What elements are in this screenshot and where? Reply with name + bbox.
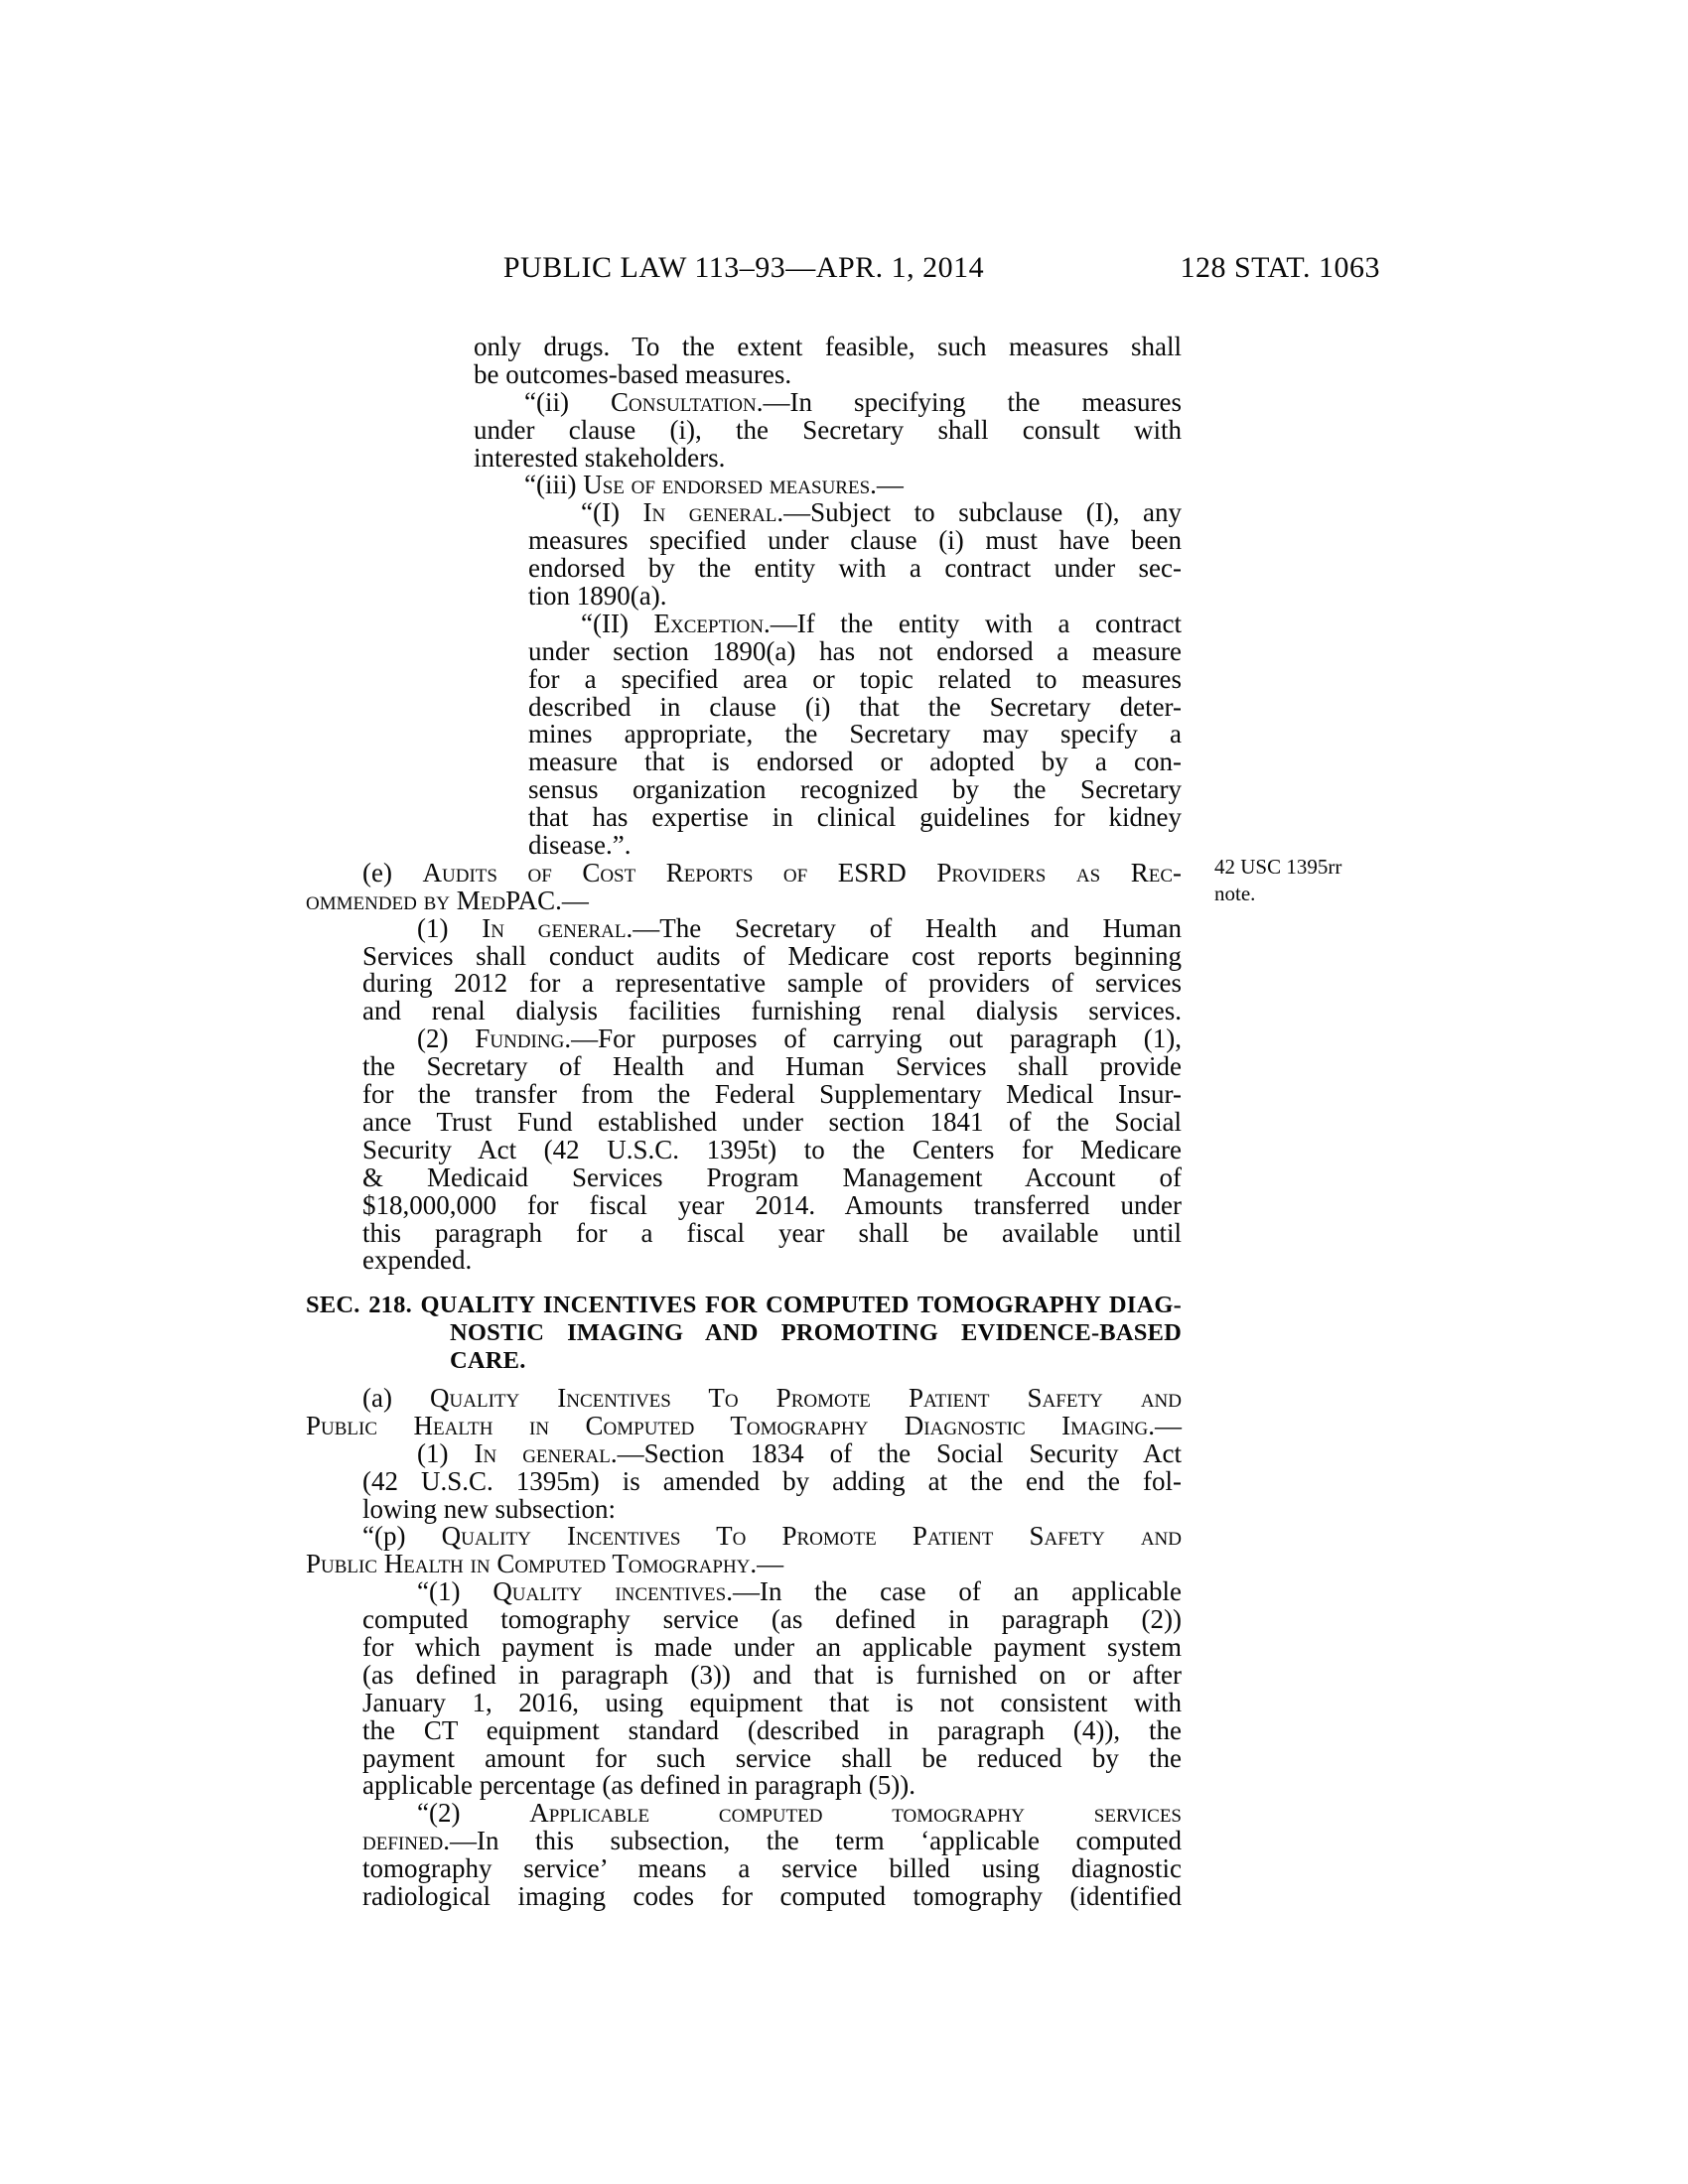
text-line (362, 1217, 1182, 1248)
plain-text: $18,000,000 for fiscal year 2014. Amounts transferred under (362, 1189, 1182, 1220)
plain-text: .—For purposes of carrying out paragraph (1), (564, 1024, 1183, 1054)
plain-text: .— (1148, 1410, 1182, 1440)
plain-text: “(II) (581, 608, 654, 638)
text-line (528, 776, 1182, 804)
plain-text: “(I) (581, 497, 643, 528)
plain-text: payment amount for such service shall be reduced by the (362, 1742, 1182, 1773)
text-line (450, 1347, 1182, 1375)
small-caps-text: In general (642, 497, 777, 528)
text-line (362, 1106, 1182, 1137)
plain-text: expended. (362, 1245, 473, 1276)
plain-text: “(2) (417, 1798, 530, 1829)
plain-text: applicable percentage (as defined in paragraph (5)). (362, 1770, 915, 1801)
text-line (362, 857, 1182, 887)
text-line (362, 1714, 1182, 1745)
text-line (362, 998, 1182, 1025)
small-caps-text: Funding (475, 1024, 565, 1054)
plain-text: “(ii) (524, 386, 612, 417)
page-header-title: PUBLIC LAW 113–93—APR. 1, 2014 (502, 251, 985, 284)
small-caps-text: Audits of Cost Reports of ESRD Providers as Rec- (422, 857, 1182, 887)
plain-text: (as defined in paragraph (3)) and that is furnished on or after (362, 1659, 1182, 1690)
text-line (362, 1523, 1182, 1551)
plain-text: .—If the entity with a contract (763, 608, 1182, 638)
text-line (362, 940, 1182, 971)
plain-text: (42 U.S.C. 1395m) is amended by adding at the end the fol- (362, 1465, 1182, 1496)
plain-text: the CT equipment standard (described in paragraph (4)), the (362, 1714, 1182, 1745)
small-caps-text: Exception (653, 608, 764, 638)
plain-text: this paragraph for a fiscal year shall be available until (362, 1217, 1182, 1248)
text-line (362, 1855, 1182, 1883)
text-line (306, 1410, 1182, 1440)
plain-text: sensus organization recognized by the Secretary (528, 774, 1182, 805)
plain-text: and renal dialysis facilities furnishing renal dialysis services. (362, 996, 1182, 1026)
small-caps-text: Public Health in Computed Tomography Diagnostic Imaging (306, 1410, 1149, 1440)
text-line (474, 414, 1182, 445)
plain-text: lowing new subsection: (362, 1493, 616, 1524)
text-line (474, 334, 1182, 361)
plain-text: “(iii) (524, 470, 584, 500)
small-caps-text: Quality Incentives To Promote Patient Safety and (430, 1382, 1182, 1413)
text-line (417, 1578, 1182, 1606)
text-line (581, 608, 1182, 638)
text-line (362, 1659, 1182, 1690)
small-caps-text: Consultation (611, 386, 757, 417)
text-line (528, 555, 1182, 583)
margin-note-line: note. (1214, 882, 1256, 905)
text-line (474, 358, 1182, 389)
plain-text: .—Subject to subclause (I), any (776, 497, 1182, 528)
text-line (417, 1437, 1182, 1468)
statute-text-column (306, 334, 1182, 1911)
plain-text: .—The Secretary of Health and Human (626, 912, 1183, 943)
text-line (362, 1493, 1182, 1524)
text-line (417, 912, 1183, 943)
small-caps-text: defined (362, 1826, 444, 1856)
text-line (362, 1134, 1182, 1164)
plain-text: be outcomes-based measures. (474, 358, 792, 389)
plain-text: endorsed by the entity with a contract under sec- (528, 553, 1182, 584)
plain-text: disease.”. (528, 830, 632, 861)
plain-text: Services shall conduct audits of Medicare cost reports beginning (362, 940, 1182, 971)
text-line (362, 1465, 1182, 1496)
text-line (524, 472, 1182, 499)
plain-text: interested stakeholders. (474, 442, 726, 473)
small-caps-text: Quality Incentives To Promote Patient Safety and (441, 1521, 1183, 1552)
small-caps-text: Applicable computed tomography services (529, 1798, 1183, 1829)
plain-text: (2) (417, 1024, 476, 1054)
plain-text: (1) (417, 912, 483, 943)
text-line (362, 1189, 1182, 1220)
text-line (474, 442, 1182, 473)
plain-text: (a) (362, 1382, 431, 1413)
margin-note-line: 42 USC 1395rr (1214, 855, 1342, 879)
text-line (362, 1606, 1182, 1634)
text-line (362, 1687, 1182, 1717)
text-line (306, 1292, 1182, 1319)
plain-text: ance Trust Fund established under section 1841 of the Social (362, 1106, 1182, 1137)
plain-text: radiological imaging codes for computed tomography (identified (362, 1880, 1182, 1911)
plain-text: the Secretary of Health and Human Services shall provide (362, 1051, 1182, 1082)
small-caps-text: Use of endorsed measures (583, 470, 871, 500)
plain-text: .—In this subsection, the term ‘applicable computed (443, 1826, 1182, 1856)
plain-text: NOSTIC IMAGING AND PROMOTING EVIDENCE-BASED (450, 1319, 1182, 1347)
plain-text: .—Section 1834 of the Social Security Act (610, 1437, 1182, 1468)
plain-text: .—In specifying the measures (756, 386, 1182, 417)
plain-text: measure that is endorsed or adopted by a con- (528, 747, 1182, 777)
plain-text: & Medicaid Services Program Management Account of (362, 1161, 1182, 1192)
small-caps-text: In general (474, 1437, 611, 1468)
plain-text: .—In the case of an applicable (726, 1576, 1183, 1607)
text-line (528, 749, 1182, 776)
plain-text: measures specified under clause (i) must have been (528, 525, 1182, 556)
text-line (362, 970, 1182, 998)
text-line (528, 527, 1182, 555)
page-header-stat-number: 128 STAT. 1063 (1180, 251, 1380, 284)
text-line (362, 1053, 1182, 1081)
margin-note-usc-citation (1214, 854, 1433, 907)
plain-text: “(p) (362, 1521, 442, 1552)
text-line (306, 887, 1182, 915)
plain-text: (1) (417, 1437, 475, 1468)
text-line (581, 499, 1182, 527)
plain-text: for which payment is made under an applicable payment system (362, 1631, 1182, 1662)
plain-text: (e) (362, 857, 423, 887)
plain-text: during 2012 for a representative sample of providers of services (362, 968, 1182, 999)
plain-text: mines appropriate, the Secretary may specify a (528, 719, 1182, 750)
text-line (528, 721, 1182, 749)
plain-text: computed tomography service (as defined in paragraph (2)) (362, 1604, 1182, 1635)
text-line (362, 1382, 1182, 1413)
plain-text: under clause (i), the Secretary shall consult with (474, 414, 1182, 445)
text-line (528, 804, 1182, 832)
plain-text: Security Act (42 U.S.C. 1395t) to the Centers for Medicare (362, 1134, 1182, 1164)
text-line (417, 1025, 1182, 1053)
plain-text: .— (870, 470, 904, 500)
text-line (362, 1161, 1182, 1192)
plain-text: .— (750, 1549, 784, 1579)
text-line (362, 1631, 1182, 1662)
plain-text: under section 1890(a) has not endorsed a measure (528, 635, 1182, 666)
plain-text: described in clause (i) that the Secretary deter- (528, 691, 1182, 722)
text-line (362, 1081, 1182, 1109)
text-line (450, 1319, 1182, 1347)
text-line (528, 663, 1182, 694)
plain-text: that has expertise in clinical guidelines for kidney (528, 802, 1182, 833)
small-caps-text: Quality incentives (492, 1576, 727, 1607)
plain-text: for a specified area or topic related to measures (528, 663, 1182, 694)
plain-text: tomography service’ means a service billed using diagnostic (362, 1853, 1182, 1884)
text-line (362, 1772, 1182, 1800)
small-caps-text: Public Health in Computed Tomography (306, 1549, 751, 1579)
small-caps-text: In general (482, 912, 627, 943)
plain-text: only drugs. To the extent feasible, such measures shall (474, 332, 1182, 361)
text-line (417, 1800, 1182, 1828)
plain-text: tion 1890(a). (528, 581, 667, 612)
plain-text: CARE. (450, 1347, 526, 1375)
small-caps-text: ommended by MedPAC (306, 885, 556, 915)
text-line (528, 832, 1182, 860)
text-line (306, 1551, 1182, 1578)
text-line (528, 583, 1182, 611)
running-head (306, 251, 1380, 285)
plain-text: SEC. 218. QUALITY INCENTIVES FOR COMPUTED TOMOGRAPHY DIAG- (306, 1292, 1182, 1319)
plain-text: “(1) (417, 1576, 493, 1607)
text-line (528, 635, 1182, 666)
plain-text: .— (555, 885, 589, 915)
text-line (528, 691, 1182, 722)
text-line (362, 1247, 1182, 1275)
text-line (362, 1828, 1182, 1855)
text-line (524, 386, 1182, 417)
plain-text: for the transfer from the Federal Supplementary Medical Insur- (362, 1079, 1182, 1110)
text-line (362, 1742, 1182, 1773)
plain-text: January 1, 2016, using equipment that is not consistent with (362, 1687, 1182, 1717)
text-line (362, 1880, 1182, 1911)
